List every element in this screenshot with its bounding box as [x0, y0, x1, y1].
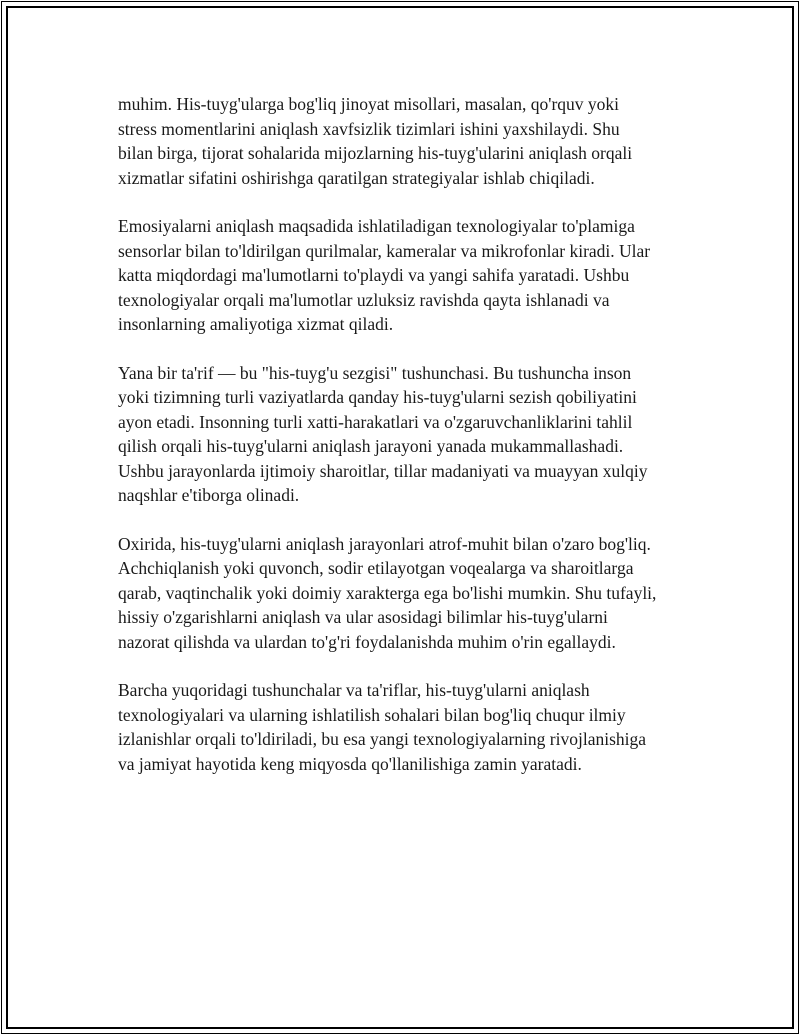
- text-line: hissiy o'zgarishlarni aniqlash va ular asosidagi bilimlar his-tuyg'ularni: [118, 607, 608, 627]
- text-line: Ushbu jarayonlarda ijtimoiy sharoitlar, tillar madaniyati va muayyan xulqiy: [118, 460, 648, 481]
- text-line: qilish orqali his-tuyg'ularni aniqlash jarayoni yanada mukammallashadi.: [118, 436, 624, 456]
- text-line: Yana bir ta'rif — bu "his-tuyg'u sezgisi" tushunchasi. Bu tushuncha inson: [118, 362, 632, 383]
- text-line: katta miqdordagi ma'lumotlarni to'playdi va yangi sahifa yaratadi. Ushbu: [118, 265, 630, 285]
- text-line: sensorlar bilan to'ldirilgan qurilmalar, kameralar va mikrofonlar kiradi. Ular: [118, 240, 651, 261]
- paragraph-5: [118, 678, 688, 776]
- text-line: xizmatlar sifatini oshirishga qaratilgan strategiyalar ishlab chiqiladi.: [118, 167, 595, 188]
- text-line: texnologiyalari va ularning ishlatilish sohalari bilan bog'liq chuqur ilmiy: [118, 704, 626, 725]
- document-body: [118, 92, 688, 800]
- text-line: Emosiyalarni aniqlash maqsadida ishlatiladigan texnologiyalar to'plamiga: [118, 216, 635, 236]
- text-line: naqshlar e'tiborga olinadi.: [118, 485, 300, 505]
- text-line: Barcha yuqoridagi tushunchalar va ta'riflar, his-tuyg'ularni aniqlash: [118, 680, 590, 700]
- text-line: bilan birga, tijorat sohalarida mijozlarning his-tuyg'ularini aniqlash orqali: [118, 143, 633, 163]
- text-line: Achchiqlanish yoki quvonch, sodir etilayotgan voqealarga va sharoitlarga: [118, 558, 634, 578]
- text-line: Oxirida, his-tuyg'ularni aniqlash jarayonlari atrof-muhit bilan o'zaro bog'liq.: [118, 533, 651, 554]
- text-line: va jamiyat hayotida keng miqyosda qo'llanilishiga zamin yaratadi.: [118, 753, 582, 774]
- paragraph-2: [118, 214, 688, 337]
- text-line: muhim. His-tuyg'ularga bog'liq jinoyat misollari, masalan, qo'rquv yoki: [118, 94, 620, 114]
- text-line: qarab, vaqtinchalik yoki doimiy xarakterga ega bo'lishi mumkin. Shu tufayli,: [118, 582, 657, 603]
- text-line: texnologiyalar orqali ma'lumotlar uzluksiz ravishda qayta ishlanadi va: [118, 289, 610, 310]
- text-line: stress momentlarini aniqlash xavfsizlik tizimlari ishini yaxshilaydi. Shu: [118, 118, 620, 139]
- paragraph-1: [118, 92, 688, 190]
- text-line: insonlarning amaliyotiga xizmat qiladi.: [118, 314, 394, 334]
- text-line: nazorat qilishda va ulardan to'g'ri foydalanishda muhim o'rin egallaydi.: [118, 631, 616, 652]
- paragraph-3: [118, 361, 688, 508]
- text-line: ayon etadi. Insonning turli xatti-harakatlari va o'zgaruvchanliklarini tahlil: [118, 411, 633, 432]
- text-line: izlanishlar orqali to'ldiriladi, bu esa yangi texnologiyalarning rivojlanishiga: [118, 729, 647, 749]
- text-line: yoki tizimning turli vaziyatlarda qanday his-tuyg'ularni sezish qobiliyatini: [118, 387, 637, 407]
- paragraph-4: [118, 532, 688, 655]
